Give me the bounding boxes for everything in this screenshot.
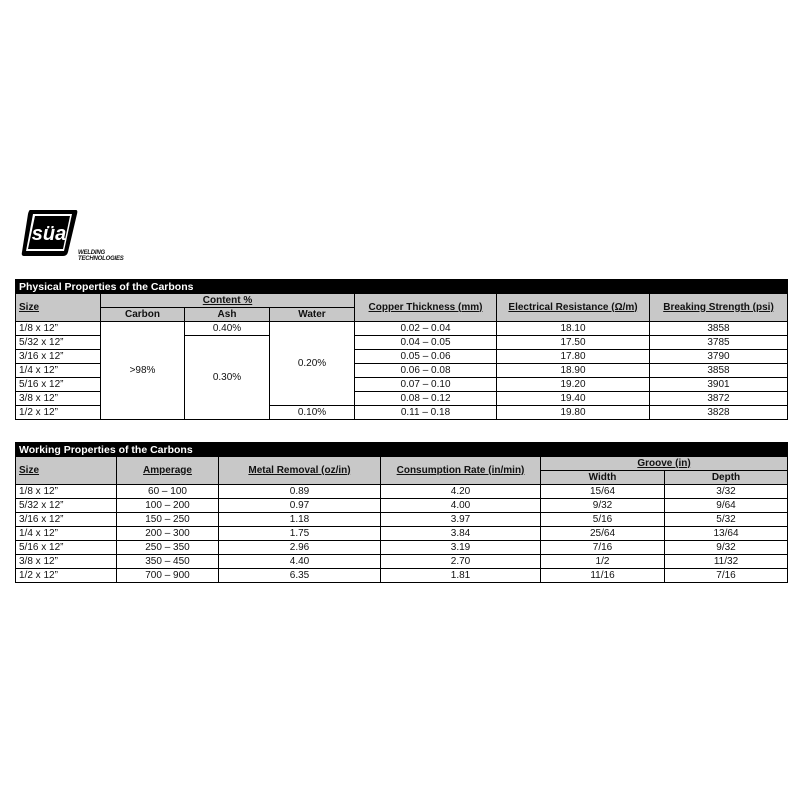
header-metal-removal: Metal Removal (oz/in) bbox=[219, 457, 381, 485]
table-row bbox=[16, 541, 788, 555]
cell-size: 3/16 x 12” bbox=[16, 350, 101, 364]
header-depth: Depth bbox=[665, 471, 788, 485]
cell-resistance: 17.80 bbox=[497, 350, 650, 364]
cell-size: 3/8 x 12” bbox=[16, 555, 117, 569]
cell-size: 1/8 x 12” bbox=[16, 322, 101, 336]
cell-amperage: 700 – 900 bbox=[117, 569, 219, 583]
header-ash: Ash bbox=[185, 308, 270, 322]
cell-ash: 0.30% bbox=[185, 336, 270, 420]
svg-text:süa: süa bbox=[31, 223, 67, 245]
cell-size: 1/4 x 12” bbox=[16, 364, 101, 378]
cell-amperage: 250 – 350 bbox=[117, 541, 219, 555]
cell-depth: 13/64 bbox=[665, 527, 788, 541]
cell-removal: 2.96 bbox=[219, 541, 381, 555]
cell-strength: 3872 bbox=[650, 392, 788, 406]
cell-amperage: 150 – 250 bbox=[117, 513, 219, 527]
cell-removal: 1.75 bbox=[219, 527, 381, 541]
cell-amperage: 200 – 300 bbox=[117, 527, 219, 541]
brand-logo bbox=[20, 206, 140, 268]
table-row bbox=[16, 513, 788, 527]
cell-amperage: 60 – 100 bbox=[117, 485, 219, 499]
cell-resistance: 19.40 bbox=[497, 392, 650, 406]
table-row bbox=[16, 322, 788, 336]
table-row bbox=[16, 485, 788, 499]
header-width: Width bbox=[541, 471, 665, 485]
cell-depth: 9/32 bbox=[665, 541, 788, 555]
header-breaking-strength: Breaking Strength (psi) bbox=[650, 294, 788, 322]
cell-size: 5/32 x 12” bbox=[16, 336, 101, 350]
cell-copper: 0.11 – 0.18 bbox=[355, 406, 497, 420]
cell-amperage: 100 – 200 bbox=[117, 499, 219, 513]
header-content: Content % bbox=[101, 294, 355, 308]
cell-size: 3/8 x 12” bbox=[16, 392, 101, 406]
table-row bbox=[16, 555, 788, 569]
cell-water: 0.10% bbox=[270, 406, 355, 420]
cell-copper: 0.02 – 0.04 bbox=[355, 322, 497, 336]
brand-tagline: WELDING TECHNOLOGIES bbox=[78, 250, 124, 262]
cell-consumption: 4.00 bbox=[381, 499, 541, 513]
sua-logo-icon bbox=[20, 206, 78, 258]
cell-copper: 0.04 – 0.05 bbox=[355, 336, 497, 350]
cell-size: 1/8 x 12” bbox=[16, 485, 117, 499]
cell-consumption: 1.81 bbox=[381, 569, 541, 583]
table-row bbox=[16, 569, 788, 583]
cell-strength: 3858 bbox=[650, 364, 788, 378]
physical-properties-table bbox=[15, 279, 788, 420]
cell-resistance: 18.10 bbox=[497, 322, 650, 336]
cell-strength: 3901 bbox=[650, 378, 788, 392]
cell-removal: 0.89 bbox=[219, 485, 381, 499]
header-size: Size bbox=[16, 294, 101, 322]
cell-strength: 3858 bbox=[650, 322, 788, 336]
cell-size: 3/16 x 12” bbox=[16, 513, 117, 527]
cell-carbon: >98% bbox=[101, 322, 185, 420]
header-electrical-resistance: Electrical Resistance (Ω/m) bbox=[497, 294, 650, 322]
cell-consumption: 3.97 bbox=[381, 513, 541, 527]
header-groove: Groove (in) bbox=[541, 457, 788, 471]
cell-width: 1/2 bbox=[541, 555, 665, 569]
cell-consumption: 3.19 bbox=[381, 541, 541, 555]
cell-removal: 4.40 bbox=[219, 555, 381, 569]
cell-size: 5/16 x 12” bbox=[16, 541, 117, 555]
header-copper-thickness: Copper Thickness (mm) bbox=[355, 294, 497, 322]
table-row bbox=[16, 499, 788, 513]
cell-resistance: 18.90 bbox=[497, 364, 650, 378]
cell-removal: 6.35 bbox=[219, 569, 381, 583]
cell-width: 25/64 bbox=[541, 527, 665, 541]
physical-table-title: Physical Properties of the Carbons bbox=[16, 280, 788, 294]
cell-strength: 3785 bbox=[650, 336, 788, 350]
cell-resistance: 17.50 bbox=[497, 336, 650, 350]
cell-resistance: 19.20 bbox=[497, 378, 650, 392]
cell-width: 11/16 bbox=[541, 569, 665, 583]
header-carbon: Carbon bbox=[101, 308, 185, 322]
cell-depth: 9/64 bbox=[665, 499, 788, 513]
cell-resistance: 19.80 bbox=[497, 406, 650, 420]
cell-strength: 3790 bbox=[650, 350, 788, 364]
working-table-title: Working Properties of the Carbons bbox=[16, 443, 788, 457]
cell-width: 7/16 bbox=[541, 541, 665, 555]
cell-amperage: 350 – 450 bbox=[117, 555, 219, 569]
cell-removal: 1.18 bbox=[219, 513, 381, 527]
header-amperage: Amperage bbox=[117, 457, 219, 485]
cell-depth: 3/32 bbox=[665, 485, 788, 499]
cell-width: 9/32 bbox=[541, 499, 665, 513]
cell-copper: 0.05 – 0.06 bbox=[355, 350, 497, 364]
cell-depth: 7/16 bbox=[665, 569, 788, 583]
header-water: Water bbox=[270, 308, 355, 322]
cell-consumption: 4.20 bbox=[381, 485, 541, 499]
cell-width: 15/64 bbox=[541, 485, 665, 499]
cell-depth: 5/32 bbox=[665, 513, 788, 527]
cell-consumption: 2.70 bbox=[381, 555, 541, 569]
header-consumption-rate: Consumption Rate (in/min) bbox=[381, 457, 541, 485]
cell-size: 5/16 x 12” bbox=[16, 378, 101, 392]
cell-ash: 0.40% bbox=[185, 322, 270, 336]
cell-removal: 0.97 bbox=[219, 499, 381, 513]
working-properties-table bbox=[15, 442, 788, 583]
cell-width: 5/16 bbox=[541, 513, 665, 527]
cell-consumption: 3.84 bbox=[381, 527, 541, 541]
cell-size: 1/4 x 12” bbox=[16, 527, 117, 541]
table-row bbox=[16, 527, 788, 541]
cell-copper: 0.08 – 0.12 bbox=[355, 392, 497, 406]
cell-size: 5/32 x 12” bbox=[16, 499, 117, 513]
cell-copper: 0.07 – 0.10 bbox=[355, 378, 497, 392]
header-size: Size bbox=[16, 457, 117, 485]
cell-water: 0.20% bbox=[270, 322, 355, 406]
cell-strength: 3828 bbox=[650, 406, 788, 420]
cell-copper: 0.06 – 0.08 bbox=[355, 364, 497, 378]
working-table-body bbox=[16, 485, 788, 583]
cell-size: 1/2 x 12” bbox=[16, 406, 101, 420]
cell-size: 1/2 x 12” bbox=[16, 569, 117, 583]
cell-depth: 11/32 bbox=[665, 555, 788, 569]
